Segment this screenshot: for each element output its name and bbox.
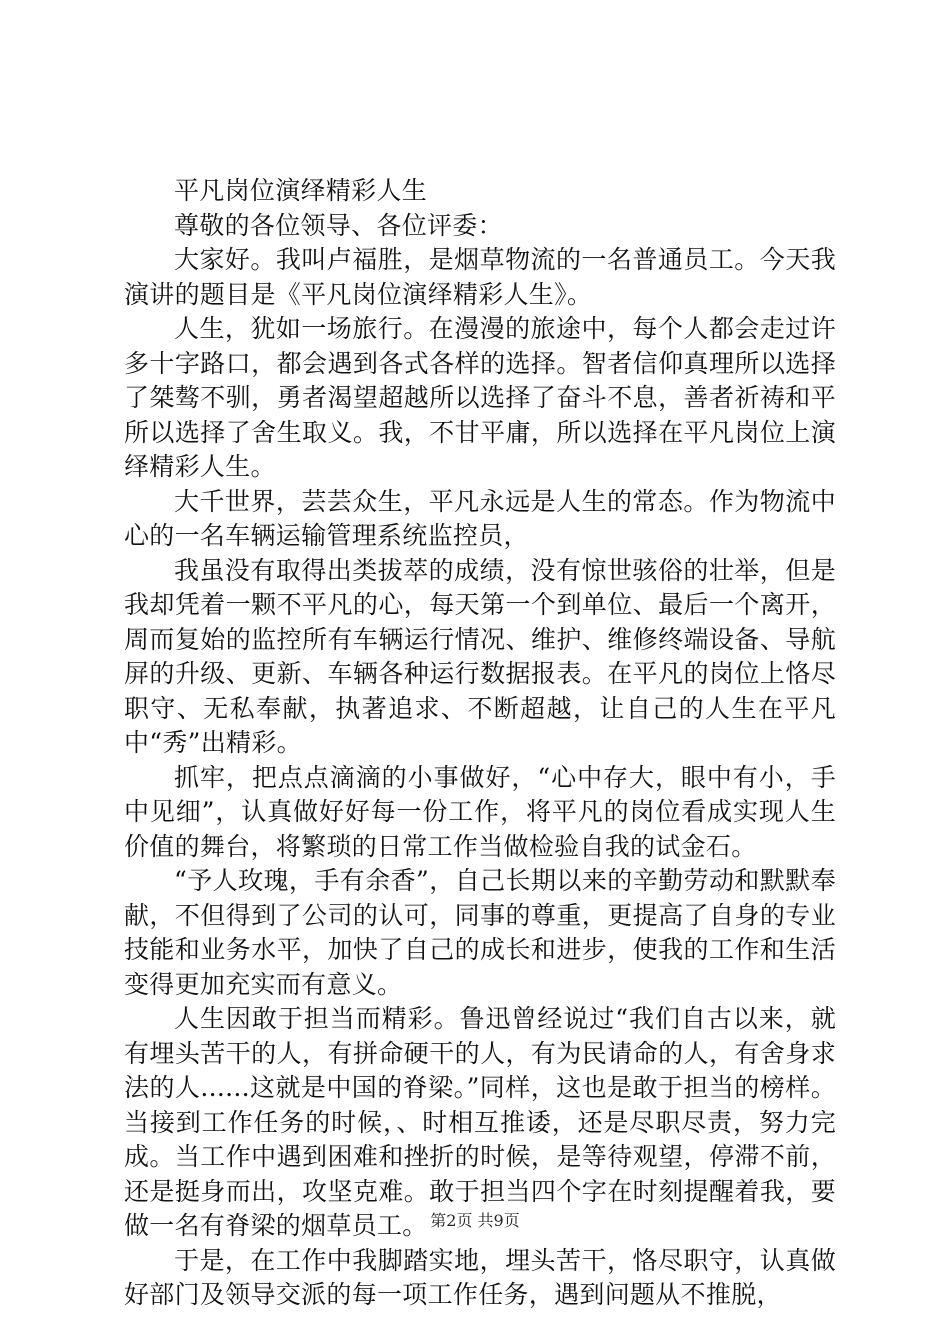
paragraph-1: 大家好。我叫卢福胜，是烟草物流的一名普通员工。今天我演讲的题目是《平凡岗位演绎精彩人生》。 (124, 245, 836, 309)
document-body (124, 174, 836, 1313)
paragraph-2: 人生，犹如一场旅行。在漫漫的旅途中，每个人都会走过许多十字路口，都会遇到各式各样的选择。智者信仰真理所以选择了桀骜不驯，勇者渴望超越所以选择了奋斗不息，善者祈祷和平所以选择了舍生取义。我，不甘平庸，所以选择在平凡岗位上演绎精彩人生。 (124, 314, 836, 481)
paragraph-6: “予人玫瑰，手有余香”，自己长期以来的辛勤劳动和默默奉献，不但得到了公司的认可，同事的尊重，更提高了自身的专业技能和业务水平，加快了自己的成长和进步，使我的工作和生活变得更加充实而有意义。 (124, 866, 836, 999)
paragraph-7: 人生因敢于担当而精彩。鲁迅曾经说过“我们自古以来，就有埋头苦干的人，有拼命硬干的人，有为民请命的人，有舍身求法的人......这就是中国的脊梁。”同样，这也是敢于担当的榜样。当接到工作任务的时候，、时相互推诿，还是尽职尽责，努力完成。当工作中遇到困难和挫折的时候，是等待观望，停滞不前，还是挺身而出，攻坚克难。敢于担当四个字在时刻提醒着我，要做一名有脊梁的烟草员工。 (124, 1004, 836, 1240)
document-title: 平凡岗位演绎精彩人生 (174, 176, 428, 205)
paragraph-4: 我虽没有取得出类拔萃的成绩，没有惊世骇俗的壮举，但是我却凭着一颗不平凡的心，每天第一个到单位、最后一个离开，周而复始的监控所有车辆运行情况、维护、维修终端设备、导航屏的升级、更新、车辆各种运行数据报表。在平凡的岗位上恪尽职守、无私奉献，执著追求、不断超越，让自己的人生在平凡中“秀”出精彩。 (124, 555, 836, 757)
paragraph-3: 大千世界，芸芸众生，平凡永远是人生的常态。作为物流中心的一名车辆运输管理系统监控员， (124, 486, 836, 550)
page-number-label: 第2页 共9页 (430, 1211, 520, 1230)
page-footer (0, 1211, 950, 1231)
paragraph-8: 于是，在工作中我脚踏实地，埋头苦干，恪尽职守，认真做好部门及领导交派的每一项工作任务，遇到问题从不推脱， (124, 1245, 836, 1309)
salutation: 尊敬的各位领导、各位评委： (174, 210, 503, 240)
paragraph-5: 抓牢，把点点滴滴的小事做好，“心中存大，眼中有小，手中见细”，认真做好好每一份工作，将平凡的岗位看成实现人生价值的舞台，将繁琐的日常工作当做检验自我的试金石。 (124, 762, 836, 861)
